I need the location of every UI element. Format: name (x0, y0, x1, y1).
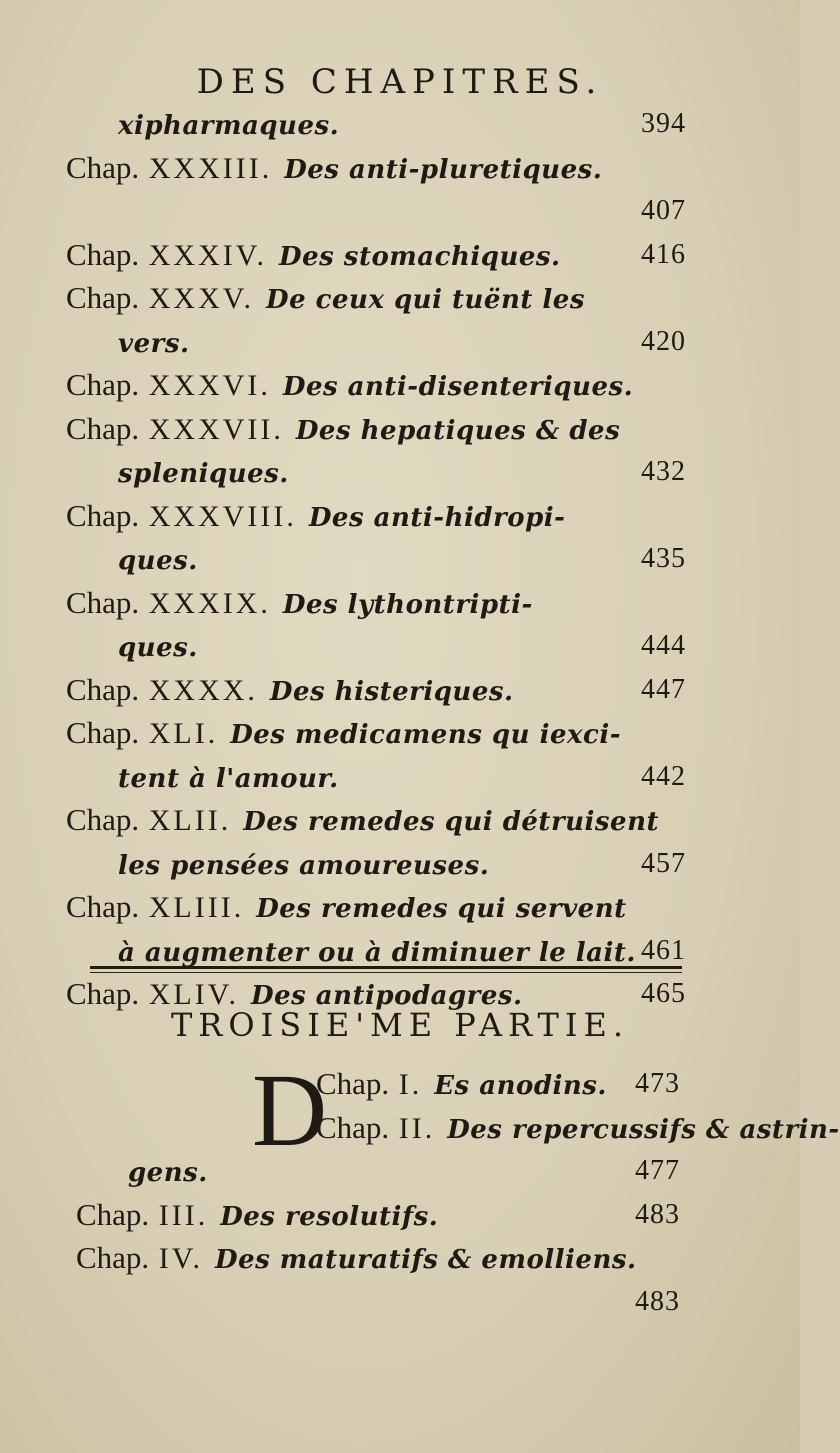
toc-entry (66, 102, 686, 146)
chapter-title: Des medicamens qu iexci- (230, 720, 621, 750)
chapter-label: Chap. (66, 236, 140, 272)
toc-entry (66, 711, 686, 755)
toc-entry (66, 885, 686, 929)
page-number: 473 (635, 1068, 680, 1099)
chapter-number: XLII. (148, 804, 232, 837)
chapter-title: Des antipodagres. (251, 981, 523, 1011)
toc-entry (66, 624, 686, 668)
toc-entry (66, 450, 686, 494)
chapter-title: Des anti-hidropi- (308, 502, 566, 533)
toc-entry (66, 668, 686, 712)
page-number: 442 (641, 760, 686, 792)
page-number: 432 (641, 456, 686, 487)
chapter-label: Chap. (66, 367, 140, 402)
toc-entry (76, 1062, 680, 1106)
chapter-title: ques. (118, 546, 198, 576)
chapter-title: tent à l'amour. (118, 763, 339, 794)
chapter-number: XXXVI. (148, 369, 271, 402)
toc-entry (66, 233, 686, 277)
chapter-number: XLI. (148, 717, 219, 750)
page-number: 465 (641, 978, 686, 1009)
chapter-number: XXXX. (148, 673, 258, 707)
page-number: 457 (641, 847, 686, 879)
chapter-title: Des remedes qui détruisent (243, 807, 660, 837)
chapter-title: Des lythontripti- (282, 589, 533, 620)
chapter-title: spleniques. (118, 459, 289, 489)
chapter-label: Chap. (66, 149, 140, 185)
chapter-number: XXXVIII. (148, 499, 297, 533)
toc-entry (66, 276, 686, 320)
chapter-title: De ceux qui tuënt les (266, 285, 585, 315)
table-of-contents (66, 102, 686, 1016)
page-number: 420 (641, 325, 686, 357)
chapter-title: Des stomachiques. (279, 241, 561, 272)
chapter-title: Des anti-disenteriques. (282, 372, 634, 402)
chapter-label: Chap. (66, 410, 140, 446)
running-header: DES CHAPITRES. (196, 62, 604, 102)
chapter-number: XLIII. (148, 891, 245, 924)
chapter-title: xipharmaques. (118, 111, 340, 141)
chapter-title: Des anti-pluretiques. (284, 154, 603, 185)
chapter-number: XXXIV. (148, 238, 268, 272)
chapter-number: IV. (158, 1242, 204, 1275)
toc-entry (76, 1193, 680, 1237)
chapter-title: vers. (118, 328, 190, 359)
toc-entry (66, 798, 686, 842)
divider-rule (90, 966, 682, 969)
page-number: 407 (641, 195, 686, 226)
chapter-number: XXXVII. (148, 412, 284, 446)
toc-entry (76, 1236, 680, 1280)
toc-entry (66, 320, 686, 364)
chapter-number: XXXV. (148, 282, 255, 315)
chapter-title: gens. (128, 1158, 208, 1188)
toc-entry (66, 842, 686, 886)
chapter-label: Chap. (66, 802, 140, 837)
chapter-number: XXXIII. (148, 151, 273, 185)
chapter-title: Des remedes qui servent (256, 894, 627, 924)
page-number: 477 (635, 1155, 680, 1186)
chapter-title: Des maturatifs & emolliens. (215, 1245, 637, 1275)
chapter-title: à augmenter ou à diminuer le lait. (118, 937, 636, 968)
chapter-label: Chap. (66, 976, 140, 1011)
chapter-label: Chap. (66, 584, 140, 620)
toc-entry (76, 1149, 680, 1193)
chapter-title: Es anodins. (434, 1071, 607, 1101)
toc-entry (66, 581, 686, 625)
chapter-title: ques. (118, 633, 198, 663)
toc-entry (66, 146, 686, 190)
chapter-title: Des repercussifs & astrin- (447, 1114, 840, 1145)
chapter-title: les pensées amoureuses. (118, 850, 490, 881)
page-number: 435 (641, 543, 686, 574)
chapter-label: Chap. (66, 671, 140, 707)
chapter-number: III. (158, 1198, 209, 1232)
toc-entry (66, 407, 686, 451)
chapter-number: XLIV. (148, 978, 240, 1011)
chapter-label: Chap. (316, 1109, 390, 1145)
chapter-label: Chap. (66, 715, 140, 750)
page-number: 447 (641, 673, 686, 705)
chapter-title: Des histeriques. (269, 676, 514, 707)
table-of-contents-part-three (76, 1053, 840, 1323)
page-number: 461 (641, 934, 686, 966)
page-number: 483 (635, 1285, 680, 1317)
part-title: TROISIE'ME PARTIE. (170, 1006, 630, 1044)
chapter-number: XXXIX. (148, 586, 271, 620)
chapter-label: Chap. (66, 497, 140, 533)
divider-rule-thin (90, 972, 682, 973)
toc-entry (66, 537, 686, 581)
toc-entry (76, 1280, 680, 1324)
chapter-label: Chap. (76, 1240, 150, 1275)
chapter-title: Des resolutifs. (220, 1201, 439, 1232)
page-number: 416 (641, 238, 686, 270)
chapter-label: Chap. (66, 280, 140, 315)
page-number: 444 (641, 630, 686, 661)
drop-cap: D (252, 1053, 328, 1168)
chapter-label: Chap. (76, 1196, 150, 1232)
toc-entry (76, 1106, 840, 1150)
toc-entry (66, 494, 686, 538)
page-number: 483 (635, 1198, 680, 1230)
toc-entry (66, 363, 686, 407)
chapter-title: Des hepatiques & des (295, 415, 621, 446)
toc-entry (66, 755, 686, 799)
chapter-number: I. (398, 1068, 423, 1101)
chapter-number: II. (398, 1111, 436, 1145)
chapter-label: Chap. (316, 1066, 390, 1101)
page-number: 394 (641, 108, 686, 139)
toc-entry (66, 189, 686, 233)
chapter-label: Chap. (66, 889, 140, 924)
